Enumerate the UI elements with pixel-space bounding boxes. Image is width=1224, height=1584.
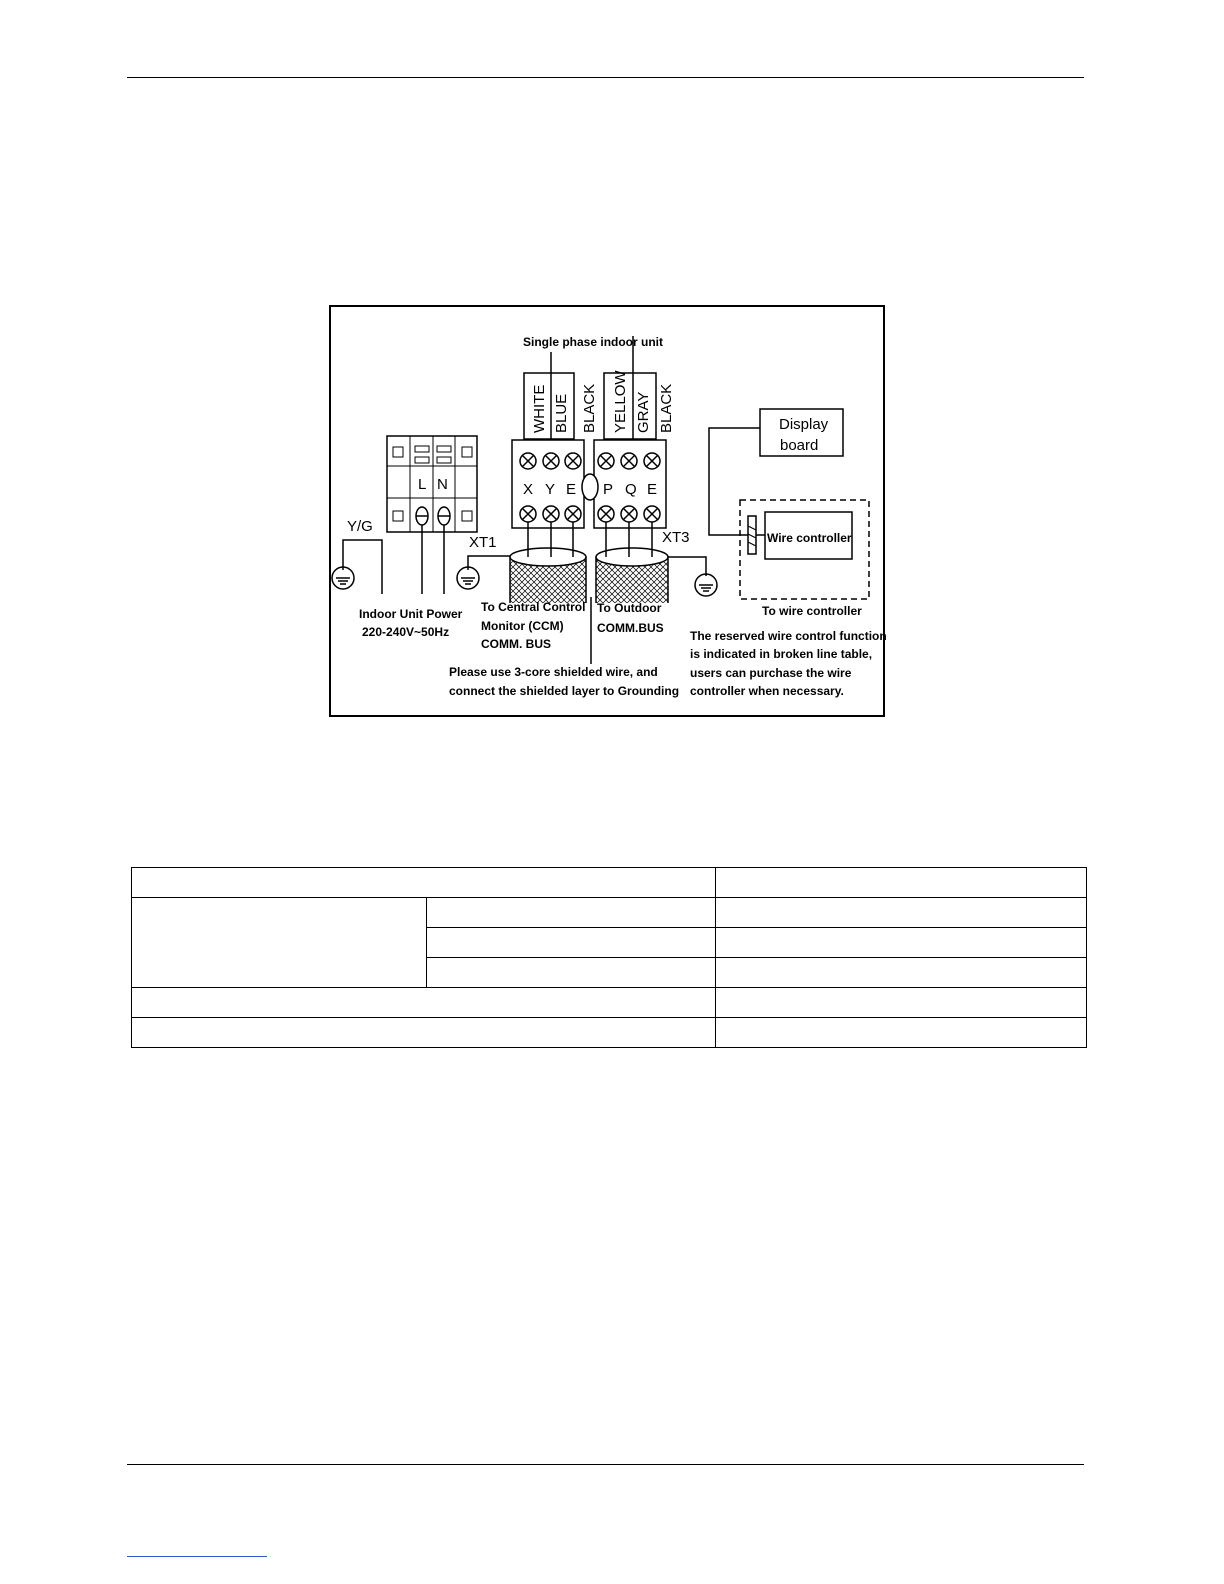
- ground-icon-1: [332, 567, 354, 589]
- power-caption-1: Indoor Unit Power: [359, 607, 463, 621]
- terminal-x: X: [523, 481, 534, 498]
- wire-color-black-2: BLACK: [658, 383, 675, 433]
- xt3-terminal-block: [594, 440, 666, 528]
- table-cell: [427, 898, 716, 928]
- to-wire-controller: To wire controller: [762, 604, 862, 618]
- table-cell: [716, 928, 1087, 958]
- wire-controller-label: Wire controller: [767, 531, 852, 545]
- table-row: [132, 1018, 1087, 1048]
- spec-table: [131, 867, 1087, 1048]
- ccm-caption-2: Monitor (CCM): [481, 619, 564, 633]
- terminal-e: E: [566, 481, 577, 498]
- diagram-title: Single phase indoor unit: [523, 335, 664, 349]
- table-cell: [132, 1018, 716, 1048]
- table-cell: [716, 1018, 1087, 1048]
- reserved-note-1: The reserved wire control function: [690, 629, 887, 643]
- table-cell: [716, 988, 1087, 1018]
- table-row: [132, 868, 1087, 898]
- wire-color-blue: BLUE: [553, 393, 570, 433]
- connector-link: [582, 474, 598, 500]
- terminal-l: L: [418, 476, 427, 493]
- wire-color-gray: GRAY: [635, 391, 652, 433]
- xt1-label: XT1: [469, 534, 497, 551]
- table-row: [132, 898, 1087, 928]
- wire-color-black: BLACK: [581, 383, 598, 433]
- ground-icon-2: [457, 567, 479, 589]
- terminal-e-2: E: [647, 481, 658, 498]
- yg-label: Y/G: [347, 518, 373, 535]
- wire-color-yellow: YELLOW: [612, 370, 629, 433]
- table-cell: [716, 898, 1087, 928]
- xt1-terminal-block: [512, 440, 584, 528]
- footer-link-underline[interactable]: [127, 1556, 267, 1557]
- power-terminal-block: [387, 436, 477, 532]
- power-caption-2: 220-240V~50Hz: [362, 625, 450, 639]
- table-cell: [132, 988, 716, 1018]
- reserved-note-3: users can purchase the wire: [690, 666, 852, 680]
- outdoor-caption-1: To Outdoor: [597, 601, 662, 615]
- ccm-caption-1: To Central Control: [481, 600, 586, 614]
- reserved-note-4: controller when necessary.: [690, 684, 844, 698]
- shield-note-2: connect the shielded layer to Grounding: [449, 684, 680, 698]
- terminal-n: N: [437, 476, 448, 493]
- plug-icon: [748, 516, 765, 554]
- table-cell: [427, 928, 716, 958]
- wire-color-white: WHITE: [531, 384, 548, 433]
- terminal-p: P: [603, 481, 614, 498]
- ground-icon-3: [695, 574, 717, 596]
- table-cell: [132, 868, 716, 898]
- table-cell: [716, 958, 1087, 988]
- outdoor-shielded-cable: [596, 522, 668, 603]
- table-row: [132, 988, 1087, 1018]
- table-cell: [132, 898, 427, 988]
- table-cell: [427, 958, 716, 988]
- xt3-label: XT3: [662, 529, 690, 546]
- display-board-line2: board: [780, 437, 819, 454]
- xt3-wire-colors: [604, 370, 675, 439]
- outdoor-caption-2: COMM.BUS: [597, 621, 664, 635]
- footer-rule: [127, 1464, 1084, 1465]
- reserved-note-2: is indicated in broken line table,: [690, 647, 873, 661]
- terminal-q: Q: [625, 481, 637, 498]
- ccm-caption-3: COMM. BUS: [481, 637, 551, 651]
- wire-controller-box: [740, 500, 869, 599]
- terminal-y: Y: [545, 481, 556, 498]
- display-board-line1: Display: [779, 416, 829, 433]
- ccm-shielded-cable: [510, 522, 586, 603]
- shield-note-1: Please use 3-core shielded wire, and: [449, 665, 658, 679]
- xt1-wire-colors: [524, 373, 598, 439]
- table-cell: [716, 868, 1087, 898]
